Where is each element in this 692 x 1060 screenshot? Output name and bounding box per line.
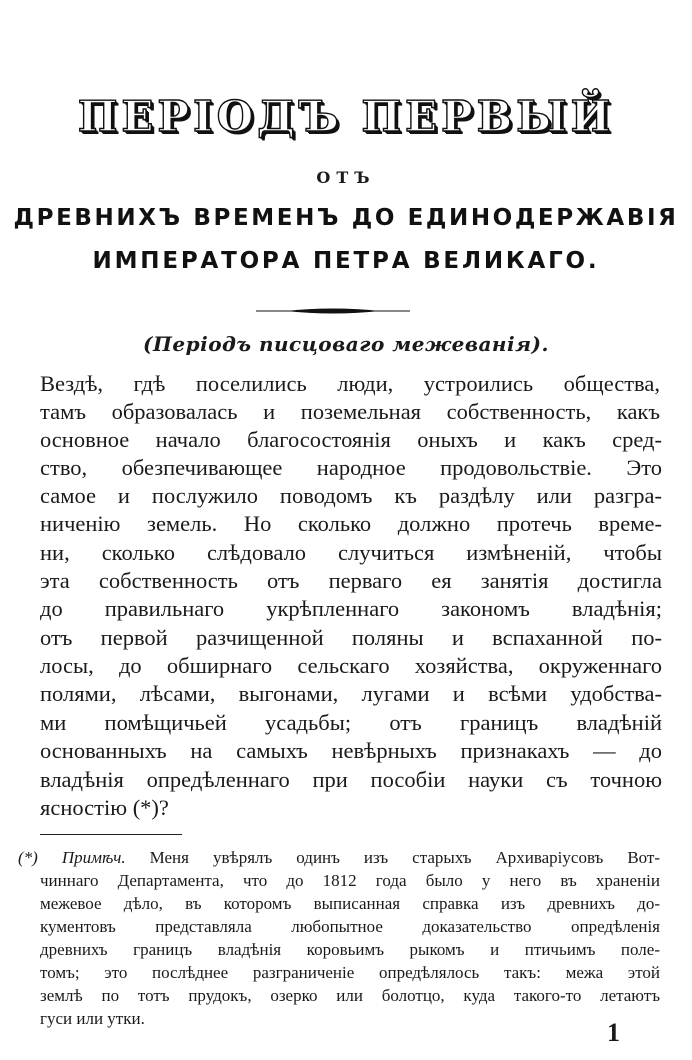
body-line-4: ство, обезпечивающее народное продовольствіе. Это — [40, 455, 662, 480]
body-line-3: основное начало благосостоянія оныхъ и какъ сред- — [40, 427, 662, 452]
ornamental-rule — [256, 305, 410, 317]
body-line-5: самое и послужило поводомъ къ раздѣлу или разгра- — [40, 483, 662, 508]
body-line-8: эта собственность отъ перваго ея занятія достигла — [40, 568, 662, 593]
footnote-line-5: древнихъ границъ владѣнія коровьимъ рыкомъ и птичьимъ поле- — [40, 940, 660, 959]
footnote-label: Примѣч. — [61, 848, 126, 867]
footnote-rule — [40, 834, 182, 835]
section-subtitle: (Періодъ писцоваго межеванія). — [143, 332, 549, 356]
body-line-7: ни, сколько слѣдовало случиться измѣненій, чтобы — [40, 540, 662, 565]
body-line-12: полями, лѣсами, выгонами, лугами и всѣми удобства- — [40, 681, 662, 706]
body-line-2: тамъ образовалась и поземельная собственность, какъ — [40, 399, 660, 424]
body-line-11: лосы, до обширнаго сельскаго хозяйства, окруженнаго — [40, 653, 662, 678]
body-line-1: Вездѣ, гдѣ поселились люди, устроились общества, — [40, 371, 660, 396]
body-line-14: основанныхъ на самыхъ невѣрныхъ признакахъ — до — [40, 738, 662, 763]
body-line-13: ми помѣщичьей усадьбы; отъ границъ владѣній — [40, 710, 662, 735]
footnote-line-1 — [18, 846, 660, 869]
body-line-15: владѣнія опредѣленнаго при пособіи науки съ точною — [40, 767, 662, 792]
page-number: 1 — [607, 1018, 620, 1047]
footnote-marker: (*) — [18, 848, 38, 867]
footnote-line-6: томъ; это послѣднее разграниченіе опредѣлялось такъ: межа этой — [40, 963, 660, 982]
footnote-line-3: межевое дѣло, въ которомъ выписанная справка изъ древнихъ до- — [40, 894, 660, 913]
footnote-line-4: кументовъ представляла любопытное доказательство опредѣленія — [40, 917, 660, 936]
footnote-line-8: гуси или утки. — [40, 1009, 145, 1028]
body-line-10: отъ первой разчищенной поляны и вспаханной по- — [40, 625, 662, 650]
footnote-line-7: землѣ по тотъ прудокъ, озерко или болотцо, куда такого-то летаютъ — [40, 986, 660, 1005]
chapter-from-word: ОТЪ — [316, 168, 376, 187]
footnote-line-2: чиннаго Департамента, что до 1812 года было у него въ храненіи — [40, 871, 660, 890]
body-line-16: ясностію (*)? — [40, 795, 169, 820]
chapter-subtitle-line-2: ИМПЕРАТОРА ПЕТРА ВЕЛИКАГО. — [92, 248, 600, 274]
footnote-text-start: Меня увѣрялъ одинъ изъ старыхъ Архиваріусовъ Вот- — [149, 848, 661, 867]
body-line-9: до правильнаго укрѣпленнаго закономъ владѣнія; — [40, 596, 662, 621]
chapter-subtitle-line-1: ДРЕВНИХЪ ВРЕМЕНЪ ДО ЕДИНОДЕРЖАВІЯ — [13, 205, 679, 231]
body-line-6: ниченію земель. Но сколько должно протечь време- — [40, 511, 662, 536]
chapter-title: ПЕРІОДЪ ПЕРВЫЙ — [77, 92, 615, 141]
